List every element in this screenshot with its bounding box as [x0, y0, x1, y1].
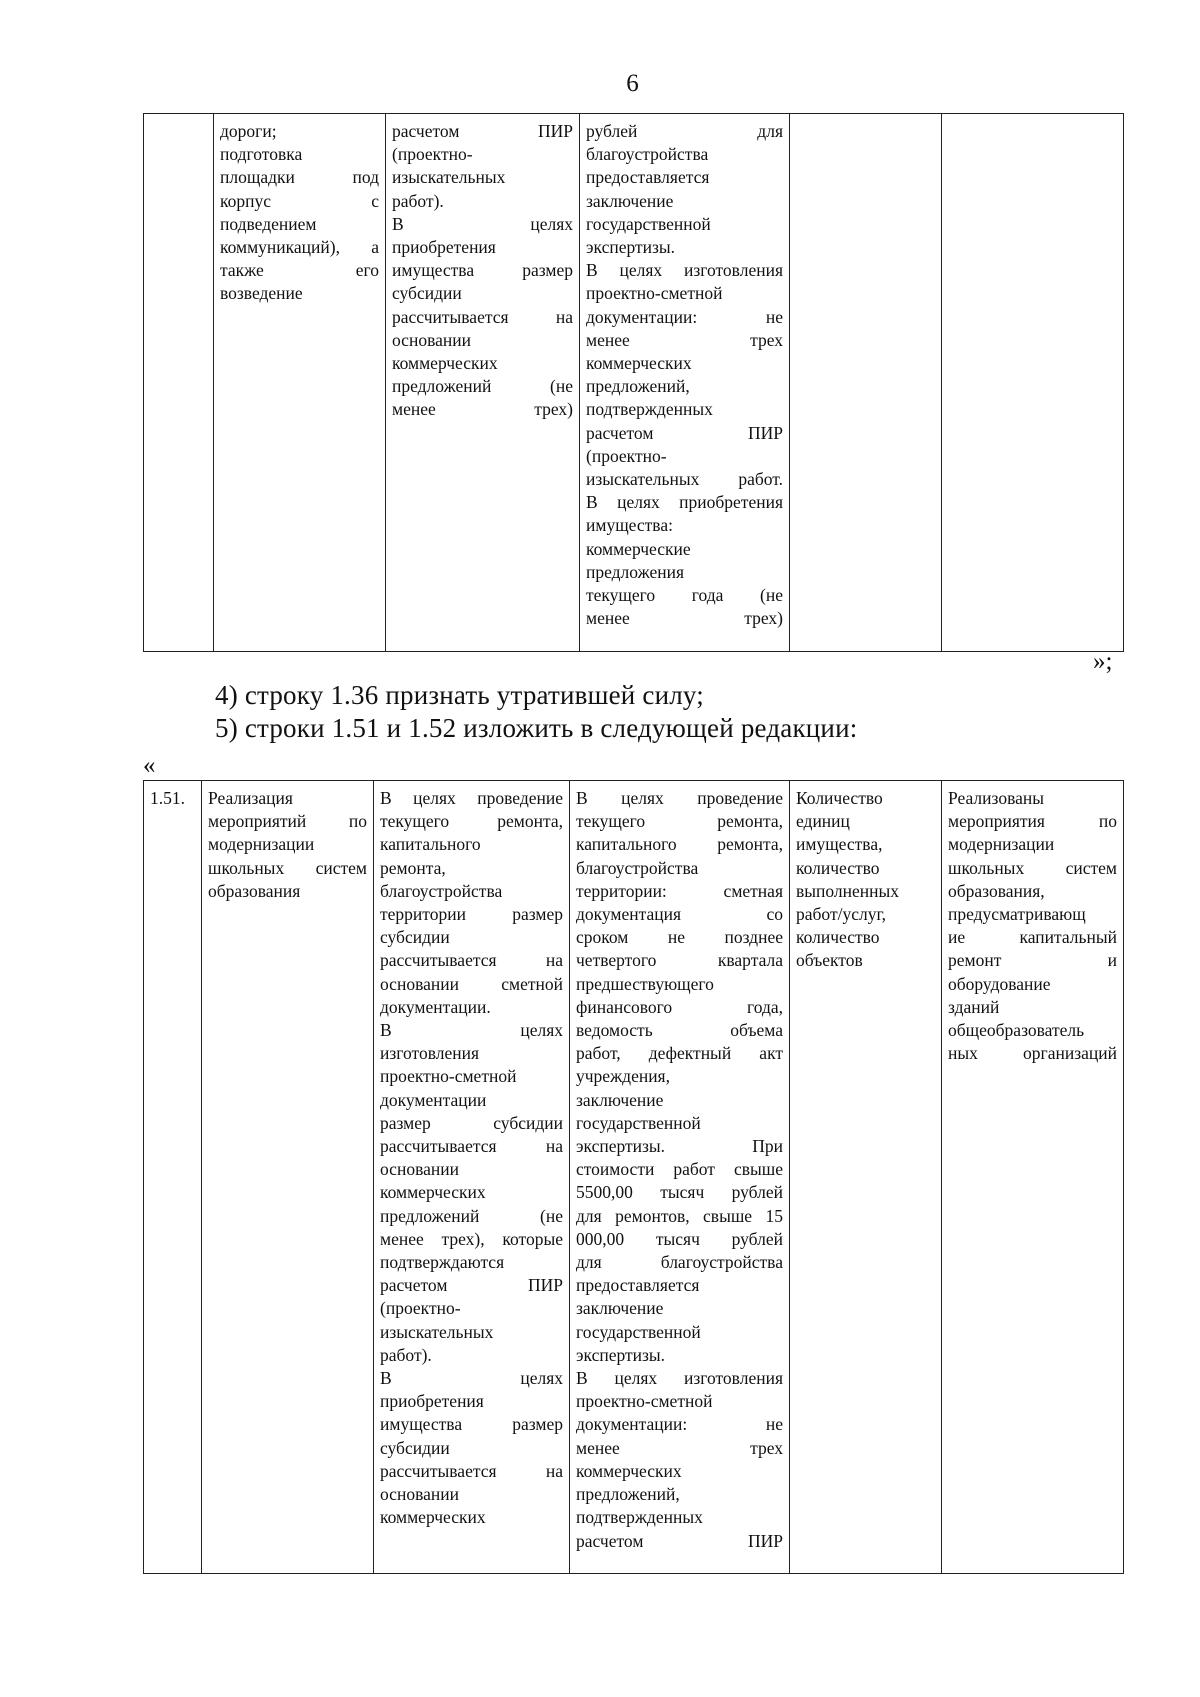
table-new-rows [143, 780, 1124, 1574]
cell-text-line: коммерческие [586, 538, 691, 559]
cell-text-line: менее трех), которые [380, 1228, 563, 1249]
cell-text-line: экспертизы. [576, 1344, 666, 1365]
cell-text-line: благоустройства [380, 880, 503, 901]
cell-text-line: коммерческих [586, 353, 692, 374]
cell-text-line: капитального [380, 834, 481, 855]
cell-text-line: изготовления [380, 1043, 480, 1064]
cell-text-line: Количество [796, 788, 883, 808]
cell-text-line: благоустройства [576, 857, 699, 878]
cell-text-line: предложений (не [392, 376, 573, 397]
page-number: 6 [626, 70, 639, 97]
cell-text-line: имущества размер [392, 260, 573, 281]
cell-text-line: документации: не [586, 306, 783, 327]
cell-text-line: заключение [576, 1089, 664, 1110]
cell-text-line: выполненных [796, 880, 900, 901]
cell-text-line: для благоустройства [576, 1252, 783, 1273]
cell-subsidy-calc [374, 781, 570, 1574]
cell-text-line: учреждения, [576, 1066, 670, 1087]
cell-text-line: основании [392, 329, 471, 350]
cell-text-line: имущества, [796, 834, 883, 855]
cell-text-line: (проектно- [586, 445, 667, 466]
cell-text-line: В целях [380, 1368, 563, 1389]
cell-text-line: субсидии [380, 927, 450, 948]
cell-text-line: работ). [392, 190, 444, 211]
cell-text-line: текущего года (не [586, 585, 783, 606]
cell-text-line: основании сметной [380, 973, 563, 994]
cell-text-line: территории размер [380, 904, 563, 925]
cell-text-line: 000,00 тысяч рублей [576, 1228, 783, 1249]
cell-text-line: документация со [576, 904, 783, 925]
cell-text-line: экспертизы. При [576, 1136, 783, 1157]
cell-text-line: рассчитывается на [380, 950, 563, 971]
cell-text-line: Реализованы [948, 788, 1044, 808]
cell-text-line: приобретения [380, 1391, 484, 1412]
cell-text-line: мероприятия по [948, 811, 1117, 832]
cell-text-line: рассчитывается на [392, 306, 573, 327]
cell-text-line: подтверждаются [380, 1252, 505, 1273]
cell-text-line: коммерческих [576, 1460, 682, 1481]
cell-text-line: подтвержденных [576, 1507, 703, 1528]
cell-text-line: основании [380, 1484, 459, 1505]
cell-text-line: государственной [586, 213, 711, 234]
cell-text-line: финансового года, [576, 996, 783, 1017]
cell-text-line: рублей для [586, 121, 783, 141]
cell-text-line: благоустройства [586, 144, 709, 165]
cell-text-line: зданий [948, 996, 1000, 1017]
cell-text-line: ремонта, [380, 857, 446, 878]
cell-text-line: количество [796, 927, 880, 948]
cell-text-line: изыскательных [380, 1321, 494, 1342]
cell-text-line: школьных систем [208, 857, 367, 878]
cell-text-line: модернизации [948, 834, 1055, 855]
cell-documents [580, 114, 790, 652]
cell-text-line: подготовка [220, 144, 303, 165]
cell-text-line: В целях [392, 213, 573, 234]
cell-text-line: заключение [576, 1298, 664, 1319]
cell-text-line: имущества: [586, 515, 673, 536]
cell-text-line: расчетом ПИР [380, 1275, 563, 1296]
table-continuation [143, 113, 1124, 652]
cell-text-line: изыскательных [392, 167, 506, 188]
cell-text-line: предусматривающ [948, 904, 1086, 925]
cell-text-line: государственной [576, 1321, 701, 1342]
cell-text-line: приобретения [392, 237, 496, 258]
cell-text-line: единиц [796, 811, 850, 832]
cell-text-line: капитального ремонта, [576, 834, 783, 855]
cell-text-line: текущего ремонта, [576, 811, 783, 832]
cell-text-line: предложения [586, 561, 685, 582]
cell-text-line: проектно-сметной [380, 1066, 517, 1087]
cell-text-line: образования, [948, 880, 1045, 901]
cell-text-line: государственной [576, 1112, 701, 1133]
cell-text-line: (проектно- [392, 144, 473, 165]
cell-text-line: расчетом ПИР [576, 1530, 783, 1551]
cell-text-line: В целях проведение [576, 788, 783, 808]
cell-text-line: расчетом ПИР [586, 422, 783, 443]
cell-text-line: В целях изготовления [586, 260, 783, 281]
cell-text-line: также его [220, 260, 379, 281]
cell-text-line: возведение [220, 283, 303, 304]
cell-text-line: коммерческих [392, 353, 498, 374]
cell-number [144, 114, 214, 652]
cell-text-line: субсидии [380, 1437, 450, 1458]
cell-text-line: В целях [380, 1020, 563, 1041]
cell-subsidy-calc [386, 114, 580, 652]
cell-text-line: ведомость объема [576, 1020, 783, 1041]
cell-text-line: коммуникаций), а [220, 237, 379, 258]
cell-text-line: объектов [796, 950, 863, 971]
cell-text-line: размер субсидии [380, 1112, 563, 1133]
cell-text-line: имущества размер [380, 1414, 563, 1435]
cell-text-line: модернизации [208, 834, 315, 855]
cell-indicator [790, 781, 942, 1574]
table-row [144, 781, 1124, 1574]
cell-text-line: экспертизы. [586, 237, 676, 258]
cell-text-line: работ/услуг, [796, 904, 887, 925]
cell-text-line: менее трех [586, 329, 783, 350]
cell-result [942, 781, 1124, 1574]
cell-text-line: изыскательных работ. [586, 469, 783, 490]
cell-text-line: работ). [380, 1344, 432, 1365]
cell-text-line: образования [208, 880, 301, 901]
cell-text-line: предложений, [576, 1484, 680, 1505]
cell-text-line: подведением [220, 213, 317, 234]
cell-text-line: менее трех) [392, 399, 573, 420]
cell-text-line: менее трех) [586, 608, 783, 629]
cell-text-line: В целях изготовления [576, 1368, 783, 1389]
cell-text-line: коммерческих [380, 1507, 486, 1528]
cell-text-line: предшествующего [576, 973, 714, 994]
cell-text-line: коммерческих [380, 1182, 486, 1203]
cell-text-line: Реализация [208, 788, 293, 808]
cell-text-line: рассчитывается на [380, 1136, 563, 1157]
cell-text-line: дороги; [220, 121, 277, 141]
cell-number: 1.51. [144, 781, 202, 1574]
instruction-line: 4) строку 1.36 признать утратившей силу; [215, 680, 704, 710]
cell-text-line: В целях проведение [380, 788, 563, 808]
cell-event [202, 781, 374, 1574]
cell-text-line: мероприятий по [208, 811, 367, 832]
cell-text-line: субсидии [392, 283, 462, 304]
cell-text-line: количество [796, 857, 880, 878]
opening-quote: « [143, 752, 156, 779]
cell-text-line: заключение [586, 190, 674, 211]
cell-result [942, 114, 1124, 652]
cell-text-line: оборудование [948, 973, 1051, 994]
cell-documents [570, 781, 790, 1574]
cell-text-line: подтвержденных [586, 399, 713, 420]
cell-text-line: ремонт и [948, 950, 1117, 971]
cell-text-line: документации. [380, 996, 491, 1017]
cell-text-line: документации: не [576, 1414, 783, 1435]
cell-text-line: сроком не позднее [576, 927, 783, 948]
cell-text-line: (проектно- [380, 1298, 461, 1319]
cell-text-line: расчетом ПИР [392, 121, 573, 141]
cell-text-line: документации [380, 1089, 487, 1110]
cell-text-line: текущего ремонта, [380, 811, 563, 832]
cell-text-line: ие капитальный [948, 927, 1117, 948]
cell-text-line: проектно-сметной [586, 283, 723, 304]
cell-text-line: 5500,00 тысяч рублей [576, 1182, 783, 1203]
cell-text-line: ных организаций [948, 1043, 1117, 1064]
cell-text-line: основании [380, 1159, 459, 1180]
cell-text-line: площадки под [220, 167, 379, 188]
cell-text-line: корпус с [220, 190, 379, 211]
cell-text-line: предоставляется [576, 1275, 700, 1296]
cell-text-line: предложений, [586, 376, 690, 397]
cell-text-line: предоставляется [586, 167, 710, 188]
instruction-line: 5) строки 1.51 и 1.52 изложить в следующей редакции: [215, 713, 858, 743]
cell-text-line: стоимости работ свыше [576, 1159, 783, 1180]
cell-text-line: предложений (не [380, 1205, 563, 1226]
cell-text-line: В целях приобретения [586, 492, 783, 513]
cell-text-line: территории: сметная [576, 880, 783, 901]
cell-text-line: для ремонтов, свыше 15 [576, 1205, 783, 1226]
cell-text-line: четвертого квартала [576, 950, 783, 971]
cell-indicator [790, 114, 942, 652]
closing-quote: »; [1093, 648, 1113, 675]
cell-event [214, 114, 386, 652]
cell-text-line: рассчитывается на [380, 1460, 563, 1481]
cell-text-line: работ, дефектный акт [576, 1043, 783, 1064]
cell-text-line: проектно-сметной [576, 1391, 713, 1412]
cell-text-line: общеобразователь [948, 1020, 1085, 1041]
cell-text-line: менее трех [576, 1437, 783, 1458]
table-row [144, 114, 1124, 652]
cell-text-line: школьных систем [948, 857, 1117, 878]
